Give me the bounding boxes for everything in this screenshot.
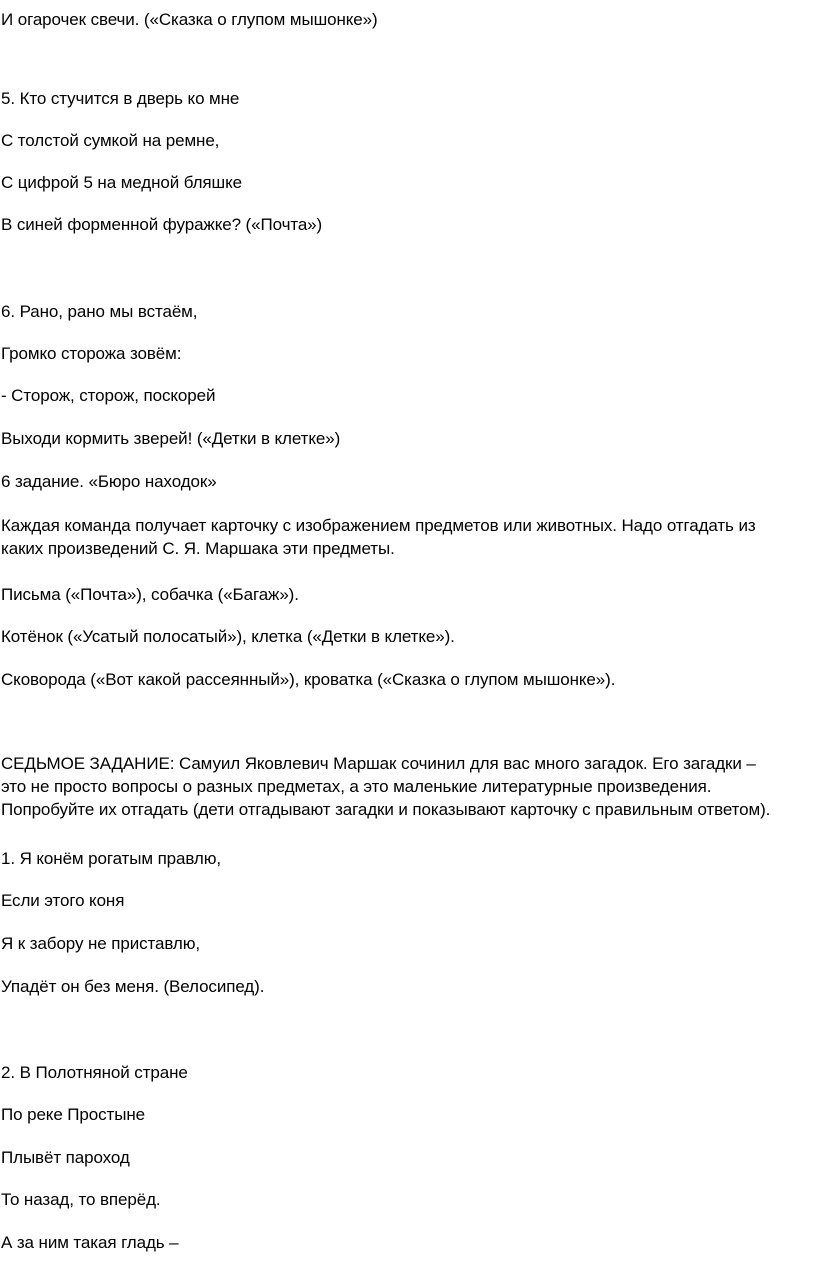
riddle-6-line-1: 6. Рано, рано мы встаём,: [1, 302, 198, 321]
paragraph-line: Каждая команда получает карточку с изображением предметов или животных. Надо отгадать из: [1, 516, 756, 535]
riddle-1-line-1: 1. Я конём рогатым правлю,: [1, 849, 222, 868]
text-line: И огарочек свечи. («Сказка о глупом мышонке»): [1, 10, 378, 29]
paragraph-line: СЕДЬМОЕ ЗАДАНИЕ: Самуил Яковлевич Маршак сочинил для вас много загадок. Его загадки –: [1, 754, 756, 773]
riddle-1-line-4: Упадёт он без меня. (Велосипед).: [1, 977, 265, 996]
paragraph-line: каких произведений С. Я. Маршака эти предметы.: [1, 539, 395, 558]
task-6-description: [1, 514, 813, 560]
riddle-1-line-2: Если этого коня: [1, 891, 125, 910]
riddle-6-line-2: Громко сторожа зовём:: [1, 344, 182, 363]
riddle-5-line-3: С цифрой 5 на медной бляшке: [1, 173, 242, 192]
riddle-5-line-2: С толстой сумкой на ремне,: [1, 131, 220, 150]
riddle-6-line-3: - Сторож, сторож, поскорей: [1, 386, 216, 405]
riddle-2-line-5: А за ним такая гладь –: [1, 1233, 179, 1252]
riddle-5-line-4: В синей форменной фуражке? («Почта»): [1, 215, 323, 234]
riddle-2-line-3: Плывёт пароход: [1, 1148, 130, 1167]
riddle-6-line-4: Выходи кормить зверей! («Детки в клетке»): [1, 429, 341, 448]
task-6-heading: 6 задание. «Бюро находок»: [1, 472, 217, 491]
task-7-description: [1, 752, 813, 821]
paragraph-line: это не просто вопросы о разных предметах, а это маленькие литературные произведения.: [1, 777, 712, 796]
riddle-2-line-4: То назад, то вперёд.: [1, 1190, 161, 1209]
answer-line-2: Котёнок («Усатый полосатый»), клетка («Детки в клетке»).: [1, 627, 455, 646]
riddle-5-line-1: 5. Кто стучится в дверь ко мне: [1, 89, 240, 108]
riddle-2-line-2: По реке Простыне: [1, 1105, 145, 1124]
answer-line-1: Письма («Почта»), собачка («Багаж»).: [1, 585, 299, 604]
riddle-2-line-1: 2. В Полотняной стране: [1, 1063, 188, 1082]
paragraph-line: Попробуйте их отгадать (дети отгадывают загадки и показывают карточку с правильным ответом).: [1, 800, 771, 819]
riddle-1-line-3: Я к забору не приставлю,: [1, 934, 200, 953]
answer-line-3: Сковорода («Вот какой рассеянный»), кроватка («Сказка о глупом мышонке»).: [1, 670, 616, 689]
